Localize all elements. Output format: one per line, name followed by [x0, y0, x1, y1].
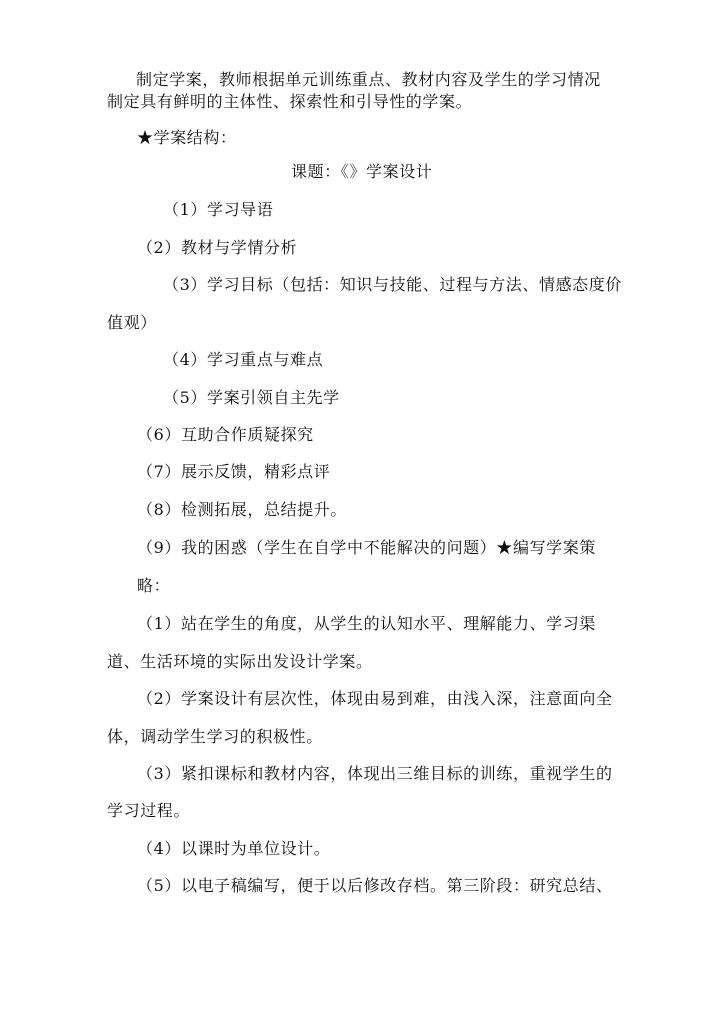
strategy-item-continuation: 学习过程。 — [107, 801, 191, 820]
list-item: （7）展示反馈，精彩点评 — [137, 462, 331, 481]
list-item: （5）学案引领自主先学 — [163, 388, 340, 407]
list-item: （6）互助合作质疑探究 — [137, 425, 314, 444]
list-item: （2）教材与学情分析 — [137, 238, 298, 257]
list-item: （3）学习目标（包括：知识与技能、过程与方法、情感态度价 — [163, 275, 622, 294]
list-item-continuation: 略： — [137, 576, 171, 595]
strategy-item: （3）紧扣课标和教材内容，体现出三维目标的训练，重视学生的 — [137, 764, 613, 783]
strategy-item-continuation: 体，调动学生学习的积极性。 — [107, 727, 323, 746]
list-item: （4）学习重点与难点 — [163, 350, 324, 369]
template-title: 课题：《》学案设计 — [291, 162, 433, 181]
strategy-item: （5）以电子稿编写，便于以后修改存档。第三阶段：研究总结、 — [137, 876, 613, 895]
list-item: （9）我的困惑（学生在自学中不能解决的问题）★编写学案策 — [137, 538, 596, 557]
strategy-item: （2）学案设计有层次性，体现由易到难，由浅入深，注意面向全 — [137, 689, 613, 708]
paragraph-line: 制定学案，教师根据单元训练重点、教材内容及学生的学习情况 — [136, 70, 601, 89]
strategy-item-continuation: 道、生活环境的实际出发设计学案。 — [107, 652, 373, 671]
list-item-continuation: 值观） — [107, 313, 157, 332]
section-heading: ★学案结构： — [137, 128, 237, 147]
strategy-item: （1）站在学生的角度，从学生的认知水平、理解能力、学习渠 — [137, 614, 596, 633]
list-item: （8）检测拓展，总结提升。 — [137, 500, 347, 519]
paragraph-line: 制定具有鲜明的主体性、探索性和引导性的学案。 — [107, 92, 473, 111]
list-item: （1）学习导语 — [163, 200, 274, 219]
strategy-item: （4）以课时为单位设计。 — [137, 839, 331, 858]
